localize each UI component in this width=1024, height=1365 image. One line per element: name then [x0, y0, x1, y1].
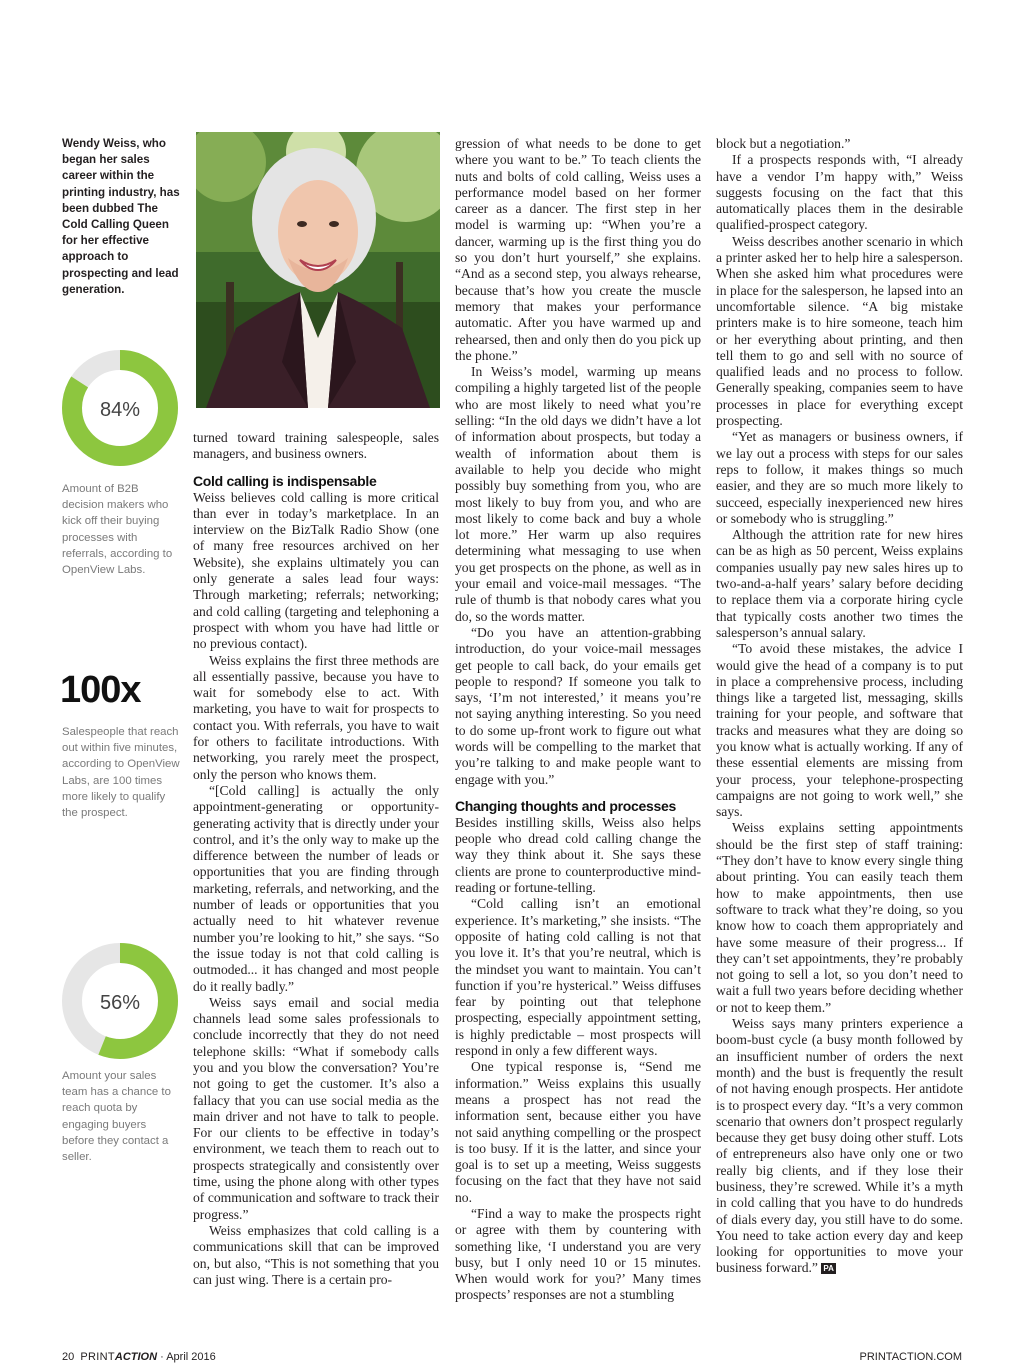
portrait-photo — [196, 132, 440, 408]
article-column-3 — [716, 136, 963, 1277]
paragraph — [455, 1206, 701, 1304]
page-number: 20 — [62, 1351, 75, 1363]
paragraph-text: Weiss says many printers experience a boom-bust cycle (a busy month followed by an insufficient number of orders the next month) and the bust is frequently the result of not having enough prospects. Her antidote is to prospect every day. “It’s a very common scenario that owners don’t prospect regularly because they get busy doing other stuff. Lots of entrepreneurs also have only one or two really big clients, and if they lose their business, they’re screwed. While it’s a myth in cold calling that you have to do hundreds of dials every day, you still have to do some. You need to take action every day and keep looking for opportunities to move your business forward.” — [716, 1016, 963, 1276]
stat-100x-value: 100x — [60, 669, 141, 711]
paragraph-text: “Yet as managers or business owners, if we lay out a process with steps for our sales reps to follow, it makes things so much easier, and they are so much more likely to succeed, especially inexperienced new hires or somebody who is struggling.” — [716, 429, 963, 526]
paragraph — [716, 136, 963, 152]
paragraph-text: Weiss describes another scenario in which a printer asked her to help hire a salesperson. When she asked him what procedures were in place for the salesperson, he lapsed into an uncomfortable silence. “A big mistake printers make is to hire someone, teach him or her everything about printing, and then tell them to go and sell with no source of qualified leads and no process to follow. Generally speaking, companies seem to have processes in place for everything except prospecting. — [716, 233, 963, 429]
paragraph — [716, 234, 963, 430]
heading-text: Cold calling is indispensable — [193, 472, 377, 489]
paragraph-text: Weiss emphasizes that cold calling is a communications skill that can be improved on, but also, “This is not something that you can just wing. There is a certain pro- — [193, 1222, 439, 1287]
paragraph-text: In Weiss’s model, warming up means compiling a highly targeted list of the people who are most likely to need what you’re selling: “In the old days we didn’t have a lot of information about prospects, but today a wealth of information about them is available to help you decide who might possibly buy something from you, who are most likely to buy from you, and who are most likely to come back and buy a whole lot more.” Her warm up also requires determining what messaging to use when you get prospects on the phone, as well as in your email and voice-mail messages. “The rule of thumb is that nobody cares what you do, so the words matter. — [455, 364, 701, 624]
paragraph — [716, 1016, 963, 1277]
heading-text: Changing thoughts and processes — [455, 797, 676, 814]
stat-100x-description: Salespeople that reach out within five minutes, according to OpenView Labs, are 100 times more likely to qualify the prospect. — [62, 726, 180, 820]
end-of-article-mark: PA — [823, 1264, 834, 1274]
donut-value: 56% — [99, 992, 141, 1014]
paragraph-text: Although the attrition rate for new hires can be as high as 50 percent, Weiss explains companies usually pay new sales hires up to two-and-a-half years’ salary before deciding to replace them via a corporate hiring cycle that typically costs another two times the salesperson’s annual salary. — [716, 527, 963, 640]
stat-84-donut-chart — [62, 350, 178, 466]
paragraph — [455, 1059, 701, 1206]
paragraph — [455, 625, 701, 788]
stat-84-description: Amount of B2B decision makers who kick off their buying processes with referrals, according to OpenView Labs. — [62, 483, 173, 577]
stat-56-description: Amount your sales team has a chance to reach quota by engaging buyers before they contact a seller. — [62, 1070, 171, 1164]
page-footer-left — [62, 1351, 216, 1363]
paragraph-text: turned toward training salespeople, sales managers, and business owners. — [193, 430, 439, 462]
paragraph-text: If a prospects responds with, “I already have a vendor I’m happy with,” Weiss suggests focusing on the fact that this automatically places them in the desirable qualified-prospect category. — [716, 152, 963, 233]
paragraph — [455, 136, 701, 364]
paragraph — [193, 490, 439, 653]
article-column-1 — [193, 430, 439, 1288]
paragraph-text: Weiss believes cold calling is more critical than ever in today’s marketplace. In an interview on the BizTalk Radio Show (one of many free resources archived on her Website), she explains ultimately you can only generate a sales lead four ways: Through marketing; referrals; networking; and cold calling (targeting and telephoning a prospect with whom you have had little or no previous contact). — [193, 489, 439, 652]
paragraph-text: Besides instilling skills, Weiss also helps people who dread cold calling change the way they think about it. She says these clients are prone to counterproductive mind-reading or fortune-telling. — [455, 814, 701, 896]
paragraph — [716, 152, 963, 233]
photo-caption: Wendy Weiss, who began her sales career within the printing industry, has been dubbed The Cold Calling Queen for her effective approach to prospecting and lead generation. — [62, 137, 180, 296]
paragraph-text: gression of what needs to be done to get where you want to be.” To teach clients the nuts and bolts of cold calling, Weiss uses a performance model based on her former career as a dancer. The first step in her model is warming up: “When you’re a dancer, warming up is the first thing you do so you don’t hurt yourself,” she explains. “And as a second step, you always rehearse, because that’s how you create the muscle memory that makes your performance automatic. After you have warmed up and rehearsed, then and only then do you pick up the phone.” — [455, 136, 701, 363]
paragraph-text: “Find a way to make the prospects right or agree with them by countering with something like, ‘I understand you are very busy, but I only need 10 or 15 minutes. When would work for you?’ Many times prospects’ responses are not a stumbling — [455, 1206, 701, 1303]
paragraph-text: “[Cold calling] is actually the only appointment-generating or opportunity-generating activity that is directly under your control, and it’s the only way to make up the difference between the number of leads or opportunities that you are finding through marketing, referrals, and networking, and the number of leads or opportunities that you actually need to hit whatever revenue number you’re looking to hit,” she says. “So the issue today is not that cold calling is outmoded... it has changed and most people do it really badly.” — [193, 782, 439, 994]
paragraph-text: “Cold calling isn’t an emotional experience. It’s marketing,” she insists. “The opposite of hating cold calling is not that you love it. It’s that you’re neutral, which is the mindset you want to maintain. You can’t function if you’re hysterical.” Weiss diffuses fear by pointing out that telephone prospecting, especially appointment setting, is highly predictable – most prospects will respond in only a few different ways. — [455, 896, 701, 1059]
paragraph — [455, 815, 701, 896]
donut-value: 84% — [99, 399, 141, 421]
paragraph — [193, 430, 439, 463]
paragraph — [716, 527, 963, 641]
paragraph-text: Weiss explains setting appointments should be the first step of staff training: “They don’t have to know every single thing about printing. You can easily teach them how to make appointments, then use software to track what they’re doing, so you know how to coach them appropriately and have some measure of their progress... If they can’t set appointments, they’re probably not going to sell a lot, so you don’t need to wait a full two years before deciding whether or not to keep them.” — [716, 820, 963, 1015]
paragraph — [716, 820, 963, 1016]
paragraph — [193, 1223, 439, 1288]
article-column-2 — [455, 136, 701, 1304]
paragraph-text: Weiss explains the first three methods are all essentially passive, because you have to wait for somebody else to act. With marketing, you have to wait for prospects to contact you. With referrals, you have to wait for others to facilitate introductions. With networking, you rarely meet the prospect, only the person who knows them. — [193, 652, 439, 782]
paragraph — [716, 641, 963, 820]
paragraph — [193, 995, 439, 1223]
paragraph-text: One typical response is, “Send me information.” Weiss explains this usually means a prospect has not read the information sent, because either you have not said anything compelling or the prospect is too busy. If it is the latter, and since your goal is to set up a meeting, Weiss suggests focusing on the fact that they have not said no. — [455, 1059, 701, 1205]
website-url: PRINTACTION.COM — [859, 1351, 962, 1363]
paragraph — [455, 896, 701, 1059]
paragraph — [193, 783, 439, 995]
paragraph-text: “To avoid these mistakes, the advice I would give the head of a company is to put in place a comprehensive process, including things like a targeted list, messaging, skills training for your people, and software that tracks and measures what they are doing so you know what is actually working. If any of these essential elements are missing from your process, your telephone-prospecting campaigns are not going to work well,” she says. — [716, 641, 963, 820]
magazine-name-accent: ACTION — [114, 1351, 158, 1363]
paragraph-text: “Do you have an attention-grabbing introduction, do your voice-mail messages get people to call back, do your emails get people to respond? If someone you talk to says, ‘I’m not interested,’ it means you’re not saying anything interesting. So you need to do some up-front work to figure out what words will be compelling to the market that you’re talking to and make people want to engage with you.” — [455, 624, 701, 787]
issue-date: · April 2016 — [160, 1351, 216, 1363]
paragraph — [716, 429, 963, 527]
section-heading — [193, 473, 439, 490]
paragraph — [193, 653, 439, 783]
paragraph — [455, 364, 701, 625]
magazine-name: PRINT — [80, 1351, 115, 1363]
paragraph-text: Weiss says email and social media channels lead some sales professionals to conclude incorrectly that they do not need telephone skills: “What if somebody calls you and you blow the conversation? You’re not going to get the customer. It’s also a fallacy that you can use social media as the main driver and not have to talk to people. For our clients to be effective in today’s environment, we teach them to reach out to prospects strategically and consistently over time, using the phone along with other types of communication and software to track their progress.” — [193, 994, 439, 1222]
stat-56-donut-chart — [62, 943, 178, 1059]
section-heading — [455, 798, 701, 815]
paragraph-text: block but a negotiation.” — [716, 136, 851, 151]
